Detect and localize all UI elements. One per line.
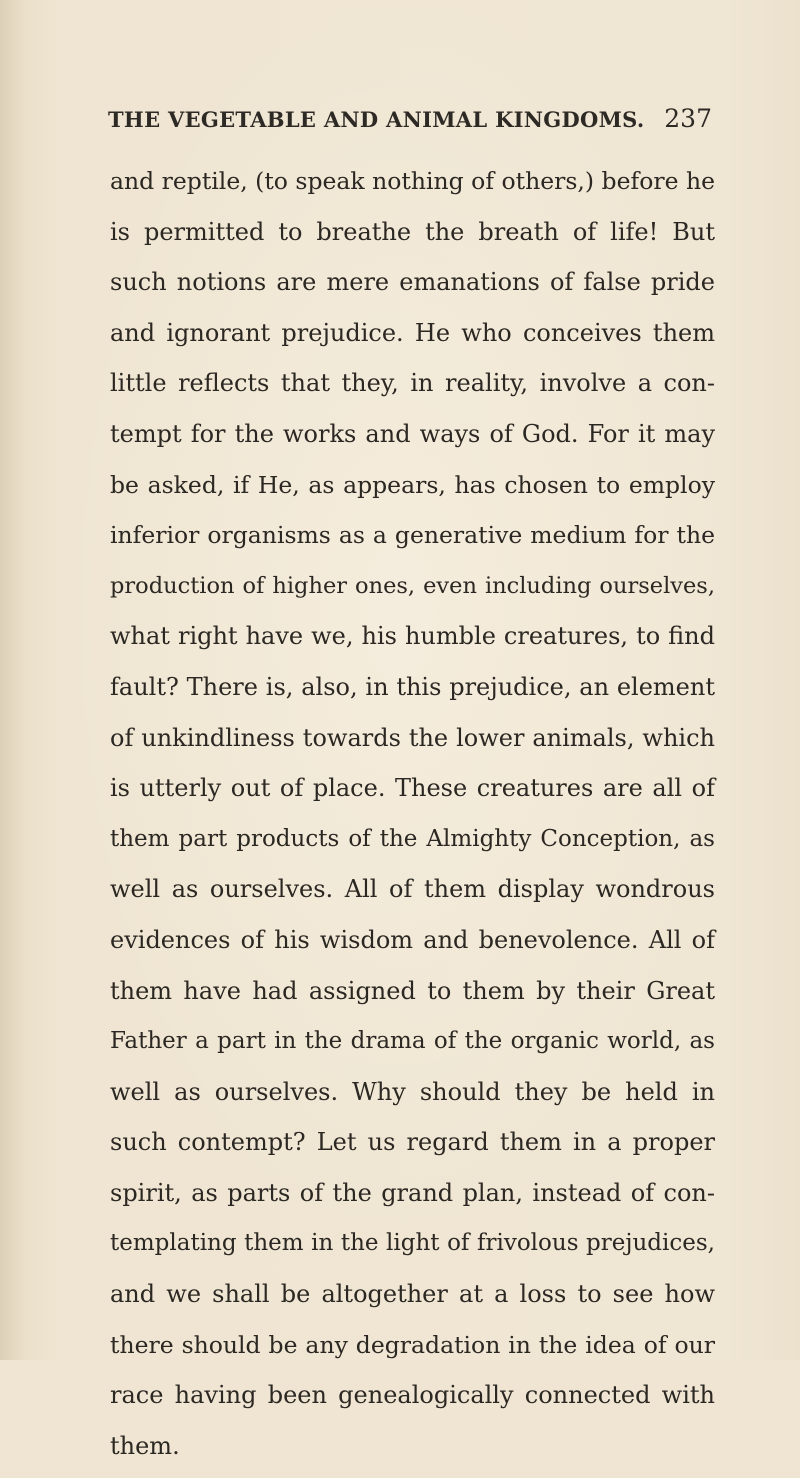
text-line: Father a part in the drama of the organic world, as [110, 1028, 715, 1055]
text-line: such notions are mere emanations of false pride [110, 268, 715, 297]
text-line: is utterly out of place. These creatures are all of [110, 774, 715, 803]
page-header [108, 104, 712, 133]
text-line: and ignorant prejudice. He who conceives them [110, 318, 715, 347]
text-line: well as ourselves. Why should they be held in [110, 1077, 715, 1106]
text-line: such contempt? Let us regard them in a proper [110, 1128, 715, 1157]
text-line: and reptile, (to speak nothing of others,) before he [110, 167, 715, 195]
text-line: tempt for the works and ways of God. For it may [110, 419, 715, 448]
text-line: is permitted to breathe the breath of life! But [110, 217, 715, 246]
text-line: well as ourselves. All of them display wondrous [110, 875, 715, 904]
text-line: them have had assigned to them by their Great [110, 976, 715, 1005]
text-line: race having been genealogically connected with [110, 1381, 715, 1410]
text-line: evidences of his wisdom and benevolence. All of [110, 925, 715, 954]
text-line: spirit, as parts of the grand plan, instead of con- [110, 1178, 715, 1207]
running-head: THE VEGETABLE AND ANIMAL KINGDOMS. [108, 107, 645, 132]
text-line: them part products of the Almighty Conception, as [110, 825, 715, 852]
text-line: inferior organisms as a generative medium for the [110, 521, 715, 550]
text-line: templating them in the light of frivolous prejudices, [110, 1230, 715, 1257]
text-line: little reflects that they, in reality, involve a con- [110, 369, 715, 398]
text-line: them. [110, 1431, 180, 1460]
text-line: fault? There is, also, in this prejudice, an element [110, 672, 715, 701]
page-number: 237 [664, 104, 712, 133]
text-line: and we shall be altogether at a loss to see how [110, 1280, 715, 1309]
text-line: production of higher ones, even including ourselves, [110, 572, 715, 599]
text-line: what right have we, his humble creatures, to find [110, 622, 715, 651]
body-paragraph [110, 163, 715, 1478]
text-line: of unkindliness towards the lower animals, which [110, 723, 715, 752]
text-line: be asked, if He, as appears, has chosen to employ [110, 470, 715, 499]
text-line: there should be any degradation in the idea of our [110, 1330, 715, 1359]
